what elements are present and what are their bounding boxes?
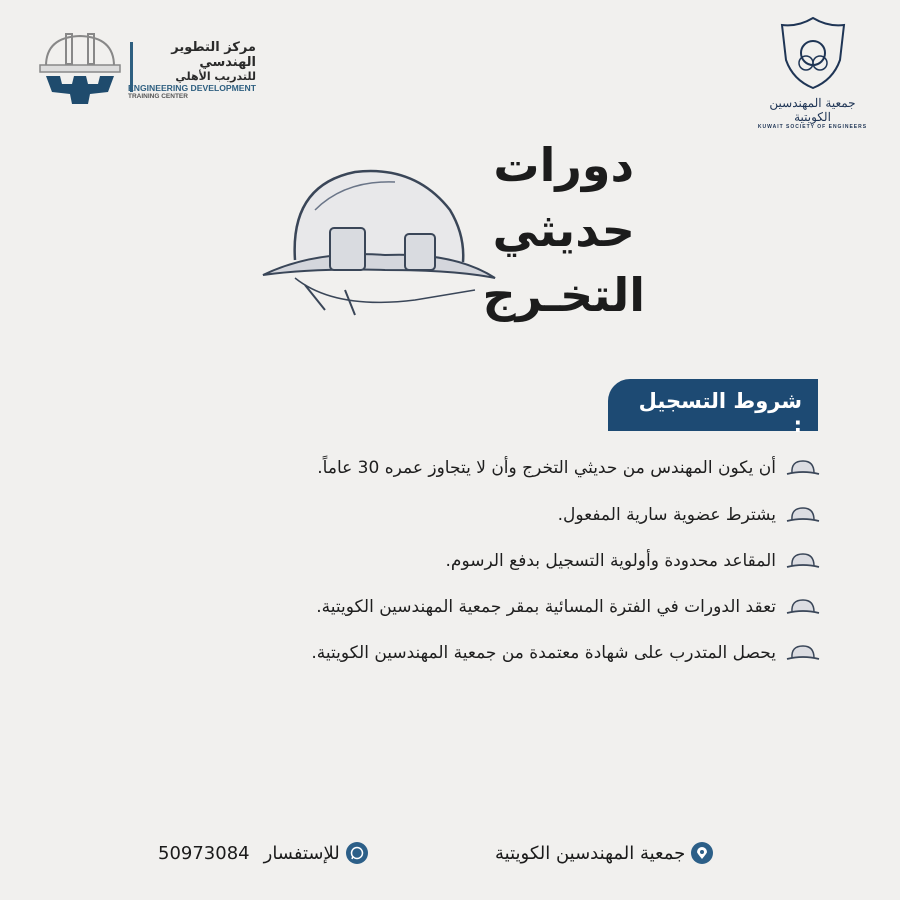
footer-location [495, 842, 713, 864]
registration-heading: شروط التسجيل : [608, 379, 818, 431]
requirement-text: المقاعد محدودة وأولوية التسجيل بدفع الرسوم. [445, 551, 776, 571]
whatsapp-icon [346, 842, 368, 864]
phone-number[interactable]: 50973084 [158, 842, 250, 864]
kse-name-ar: جمعية المهندسين الكويتية [769, 96, 856, 124]
list-item [311, 643, 820, 663]
hard-hat-bullet-icon [786, 597, 820, 617]
title-line-1: دورات [493, 138, 635, 192]
requirement-text: أن يكون المهندس من حديثي التخرج وأن لا يتجاوز عمره 30 عاماً. [317, 458, 776, 478]
requirement-text: يحصل المتدرب على شهادة معتمدة من جمعية المهندسين الكويتية. [311, 643, 776, 663]
kse-name-en: KUWAIT SOCIETY OF ENGINEERS [757, 124, 868, 130]
hard-hat-bullet-icon [786, 643, 820, 663]
list-item [317, 458, 820, 478]
list-item [316, 597, 820, 617]
list-item [446, 551, 820, 571]
title-line-2: حديثي [492, 203, 635, 257]
hard-hat-illustration-icon [255, 150, 500, 320]
location-text: جمعية المهندسين الكويتية [495, 842, 686, 864]
hard-hat-bullet-icon [786, 505, 820, 525]
inquiry-label: للإستفسار [263, 842, 340, 864]
page-title [483, 133, 645, 328]
hard-hat-bullet-icon [786, 551, 820, 571]
kse-logo [755, 15, 870, 130]
edc-name-en: ENGINEERING DEVELOPMENT [128, 83, 256, 93]
edc-name-ar: مركز التطوير الهندسي [171, 40, 256, 70]
kse-shield-icon [778, 15, 848, 90]
edc-subname-ar: للتدريب الأهلي [175, 70, 256, 83]
footer-inquiry [158, 842, 368, 864]
requirement-text: يشترط عضوية سارية المفعول. [557, 505, 776, 525]
title-line-3: التخـرج [482, 268, 645, 322]
edc-logo-text [128, 40, 256, 100]
hard-hat-bullet-icon [786, 458, 820, 478]
edc-subname-en: TRAINING CENTER [128, 93, 188, 100]
requirement-text: تعقد الدورات في الفترة المسائية بمقر جمعية المهندسين الكويتية. [316, 597, 776, 617]
helmet-gear-logo-icon [38, 32, 128, 107]
location-pin-icon [691, 842, 713, 864]
list-item [558, 505, 820, 525]
